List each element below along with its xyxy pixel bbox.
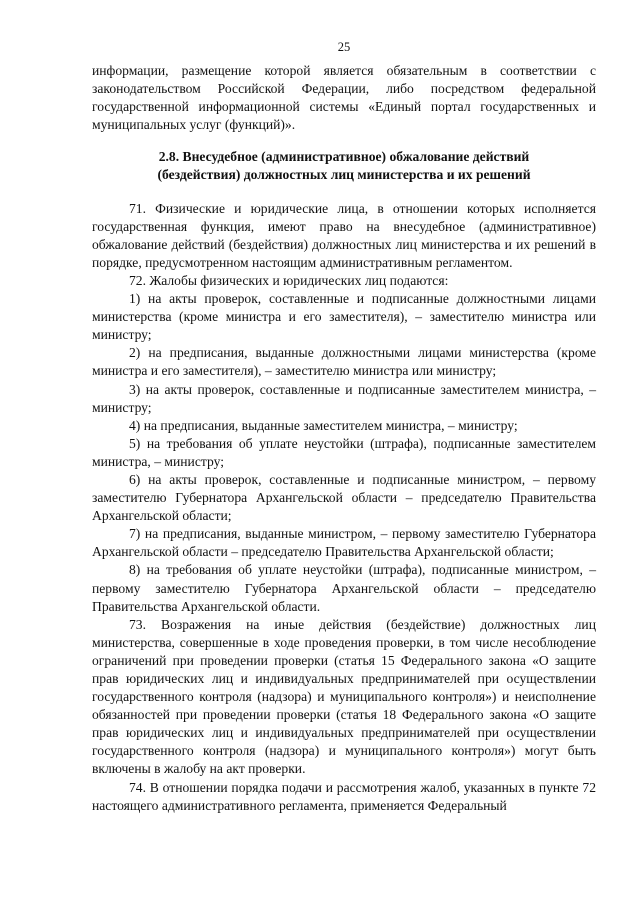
list-item-5: 5) на требования об уплате неустойки (штрафа), подписанные заместителем министра, – министру; [92,435,596,469]
list-item-3: 3) на акты проверок, составленные и подписанные заместителем министра, – министру; [92,381,596,415]
list-item-4: 4) на предписания, выданные заместителем министра, – министру; [129,417,518,433]
list-item-1: 1) на акты проверок, составленные и подписанные должностными лицами министерства (кроме министра и его заместителя), – заместителю министра или министру; [92,291,596,343]
paragraph-72: 72. Жалобы физических и юридических лиц подаются: [129,272,449,288]
page-number: 25 [337,40,351,54]
paragraph-74: 74. В отношении порядка подачи и рассмотрения жалоб, указанных в пункте 72 настоящего административного регламента, применяется Федеральный [92,779,596,813]
intro-paragraph: информации, размещение которой является обязательным в соответствии с законодательством Российской Федерации, либо посредством федеральной государственной информационной системы «Единый портал государственных и муниципальных услуг (функций)». [92,63,596,133]
paragraph-73: 73. Возражения на иные действия (бездействие) должностных лиц министерства, совершенные в ходе проведения проверки, в том числе несоблюдение ограничений при проведении проверки (статья 15 Федерального закона «О защите прав юридических лиц и индивидуальных предпринимателей при осуществлении государственного контроля (надзора) и муниципального контроля») и неисполнение обязанностей при проведении проверки (статья 18 Федерального закона «О защите прав юридических лиц и индивидуальных предпринимателей при осуществлении государственного контроля (надзора) и муниципального контроля») могут быть включены в жалобу на акт проверки. [92,616,596,777]
list-item-8: 8) на требования об уплате неустойки (штрафа), подписанные министром, – первому заместителю Губернатора Архангельской области – председателю Правительства Архангельской области. [92,562,596,614]
paragraph-71: 71. Физические и юридические лица, в отношении которых исполняется государственная функция, имеют право на внесудебное (административное) обжалование действий (бездействия) должностных лиц министерства и их решений в порядке, предусмотренном настоящим административным регламентом. [92,200,596,270]
list-item-2: 2) на предписания, выданные должностными лицами министерства (кроме министра и его заместителя), – заместителю министра или министру; [92,345,596,379]
section-heading-line-2: (бездействия) должностных лиц министерства и их решений [157,167,531,183]
list-item-7: 7) на предписания, выданные министром, – первому заместителю Губернатора Архангельской области – председателю Правительства Архангельской области; [92,526,596,560]
section-heading [92,148,596,184]
list-item-6: 6) на акты проверок, составленные и подписанные министром, – первому заместителю Губернатора Архангельской области – председателю Правительства Архангельской области; [92,471,596,524]
section-heading-line-1: 2.8. Внесудебное (административное) обжалование действий [158,149,530,165]
document-page [92,38,596,815]
